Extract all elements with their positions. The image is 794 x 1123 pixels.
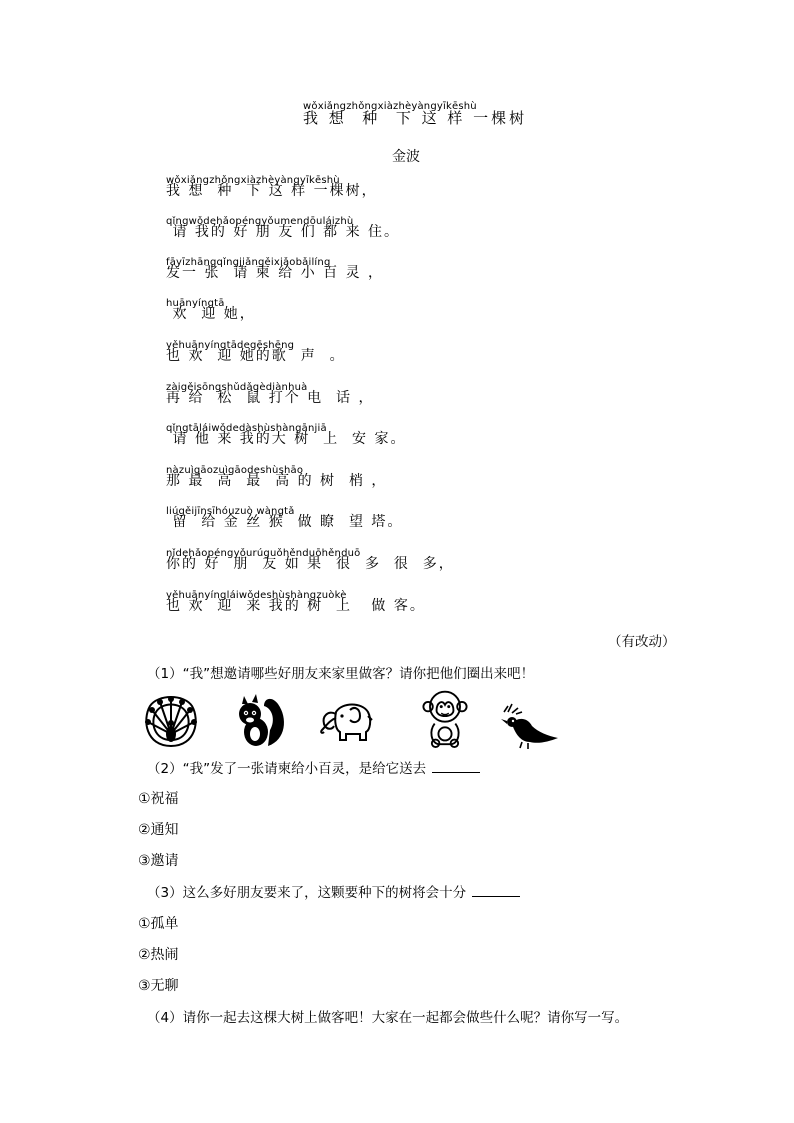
question-2 bbox=[147, 760, 480, 778]
poem-line-hanzi: 那 最 高 最 高 的 树 梢 ， bbox=[166, 473, 388, 489]
poem-line-pinyin: liúgěijīnsīhóuzuò wàngtǎ bbox=[166, 506, 295, 517]
poem-line-hanzi: 也 欢 迎 来 我的 树 上 做 客。 bbox=[166, 598, 426, 614]
poem-line-hanzi: 请 他 来 我的大 树 上 安 家。 bbox=[166, 431, 407, 447]
poem-line-pinyin: huānyíngtā bbox=[166, 298, 225, 309]
poem-line-hanzi: 我 想 种 下 这 样 一棵树， bbox=[166, 183, 378, 199]
option-item[interactable]: ①孤单 bbox=[138, 916, 179, 932]
option-item[interactable]: ③邀请 bbox=[138, 853, 179, 869]
poem-line-hanzi: 欢 迎 她， bbox=[166, 306, 256, 322]
poem-line-hanzi: 发一 张 请 柬 给 小 百 灵 ， bbox=[166, 265, 385, 281]
question-4: （4）请你一起去这棵大树上做客吧！大家在一起都会做些什么呢？请你写一写。 bbox=[147, 1010, 629, 1026]
poem-line-pinyin: fāyīzhāngqǐngjiǎngěixiǎobǎilíng bbox=[166, 257, 331, 268]
question-2-text: （2）“我”发了一张请柬给小百灵，是给它送去 bbox=[147, 761, 427, 777]
option-item[interactable]: ②通知 bbox=[138, 822, 179, 838]
poem-line-hanzi: 你的 好 朋 友 如 果 很 多 很 多， bbox=[166, 556, 455, 572]
elephant-icon[interactable] bbox=[316, 690, 378, 752]
answer-blank[interactable] bbox=[432, 760, 480, 773]
poem-line-hanzi: 请 我的 好 朋 友 们 都 来 住。 bbox=[166, 224, 401, 240]
poem-line-pinyin: wǒxiǎngzhǒngxiàzhèyàngyīkēshù bbox=[166, 175, 340, 186]
poem-line-pinyin: yěhuānyíngtādegēshēng bbox=[166, 340, 295, 351]
option-item[interactable]: ②热闹 bbox=[138, 947, 179, 963]
page-title: 我 想 种 下 这 样 一棵树 bbox=[303, 109, 528, 127]
question-3 bbox=[147, 884, 520, 902]
poem-line-hanzi: 再 给 松 鼠 打个 电 话 ， bbox=[166, 390, 375, 406]
poem-line-pinyin: yěhuānyíngláiwǒdeshùshàngzuòkè bbox=[166, 590, 347, 601]
monkey-icon[interactable] bbox=[414, 686, 476, 748]
poem-line-pinyin: nàzuìgāozuìgāodeshùshāo bbox=[166, 465, 304, 476]
peacock-icon[interactable] bbox=[140, 690, 202, 752]
bird-icon[interactable] bbox=[498, 696, 560, 758]
author: 金波 bbox=[392, 149, 420, 165]
squirrel-icon[interactable] bbox=[228, 690, 290, 752]
poem-line-pinyin: zàigěisōngshǔdǎgèdiànhuà bbox=[166, 382, 308, 393]
answer-blank[interactable] bbox=[472, 884, 520, 897]
poem-line-pinyin: nǐdehǎopéngyǒurúguǒhěnduōhěnduō bbox=[166, 548, 361, 559]
poem-line-hanzi: 也 欢 迎 她的歌 声 。 bbox=[166, 348, 346, 364]
poem-line-pinyin: qǐngwǒdehǎopéngyǒumendōuláizhù bbox=[166, 216, 354, 227]
question-3-text: （3）这么多好朋友要来了，这颗要种下的树将会十分 bbox=[147, 885, 467, 901]
source-note: （有改动） bbox=[608, 634, 676, 650]
title-pinyin: wǒxiǎngzhǒngxiàzhèyàngyīkēshù bbox=[303, 101, 477, 112]
poem-line-pinyin: qǐngtāláiwǒdedàshùshàngānjiā bbox=[166, 423, 327, 434]
poem-line-hanzi: 留 给 金 丝 猴 做 瞭 望 塔。 bbox=[166, 514, 404, 530]
option-item[interactable]: ③无聊 bbox=[138, 978, 179, 994]
option-item[interactable]: ①祝福 bbox=[138, 791, 179, 807]
question-1: （1）“我”想邀请哪些好朋友来家里做客？请你把他们圈出来吧！ bbox=[147, 666, 535, 682]
